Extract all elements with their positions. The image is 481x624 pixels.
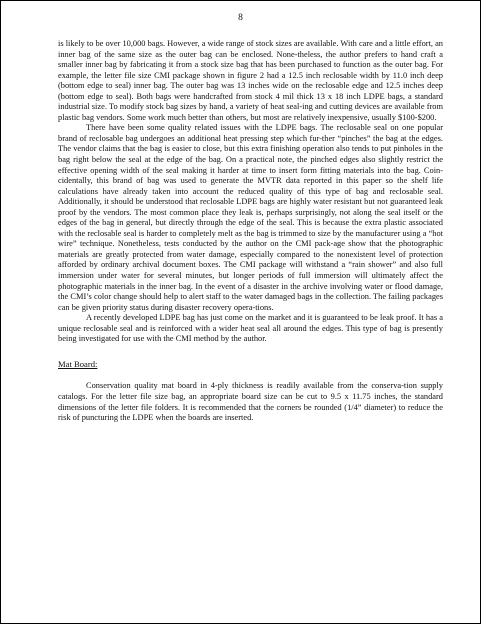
- paragraph-leak-proof-bag: A recently developed LDPE bag has just come on the market and it is guaranteed to be leak proof. It has a unique reclosable seal and is reinforced with a wider heat seal all around the edges. This type of bag is presently being investigated for use with the CMI method by the author.: [58, 313, 443, 344]
- paragraph-bag-sizes: is likely to be over 10,000 bags. However, a wide range of stock sizes are available. With care and a little effort, an inner bag of the same size as the outer bag can be enclosed. None-theless, the author prefers to hand craft a smaller inner bag by fabricating it from a stock size bag that has been purchased to function as the outer bag. For example, the letter file size CMI package shown in figure 2 had a 12.5 inch reclosable width by 11.0 inch deep (bottom edge to seal) inner bag. The outer bag was 13 inches wide on the reclosable edge and 12.5 inches deep (bottom edge to seal). Both bags were handcrafted from stock 4 mil thick 13 x 18 inch LDPE bags, a standard industrial size. To modify stock bag sizes by hand, a variety of heat seal-ing and cutting devices are available from plastic bag vendors. Some work much better than others, but most are relatively inexpensive, usually $100-$200.: [58, 39, 443, 122]
- paragraph-quality-issues: There have been some quality related issues with the LDPE bags. The reclosable seal on one popular brand of reclosable bag undergoes an additional heat pressing step which fur-ther “pinches” the bag at the edges. The vendor claims that the bag is easier to close, but this extra finishing operation also tends to put pinholes in the bag right below the seal at the edge of the bag. On a practical note, the pinched edges also slightly restrict the effective opening width of the seal making it harder at time to insert form fitting materials into the bag. Coin-cidentally, this brand of bag was used to generate the MVTR data reported in this paper so the shelf life calculations have already taken into account the reduced quality of this type of bag and reclosable seal. Additionally, it should be understood that reclosable LDPE bags are highly water resistant but not guaranteed leak proof by the vendors. The most common place they leak is, perhaps surprisingly, not along the seal itself or the edges of the bag in general, but directly through the edge of the seal. This is because the extra plastic associated with the reclosable seal is harder to completely melt as the bag is trimmed to size by the manufacturer using a “hot wire” technique. Nonetheless, tests conducted by the author on the CMI pack-age show that the photographic materials are greatly protected from water damage, especially compared to the nonexistent level of protection afforded by ordinary archival document boxes. The CMI package will withstand a “rain shower” and also full immersion under water for several minutes, but longer periods of full immersion will ultimately affect the photographic materials in the inner bag. In the event of a disaster in the archive involving water or flood damage, the CMI’s color change should help to alert staff to the water damaged bags in the collection. The failing packages can be given priority status during disaster recovery opera-tions.: [58, 123, 443, 312]
- page-number: 8: [238, 13, 243, 23]
- section-heading-mat-board: Mat Board:: [58, 358, 98, 369]
- paragraph-mat-board: Conservation quality mat board in 4-ply thickness is readily available from the conserva-tion supply catalogs. For the letter file size bag, an appropriate board size can be cut to 9.5 x 11.75 inches, the standard dimensions of the letter file folders. It is recommended that the corners be rounded (1/4” diameter) to reduce the risk of puncturing the LDPE when the boards are inserted.: [58, 381, 443, 423]
- page-body: [58, 39, 443, 424]
